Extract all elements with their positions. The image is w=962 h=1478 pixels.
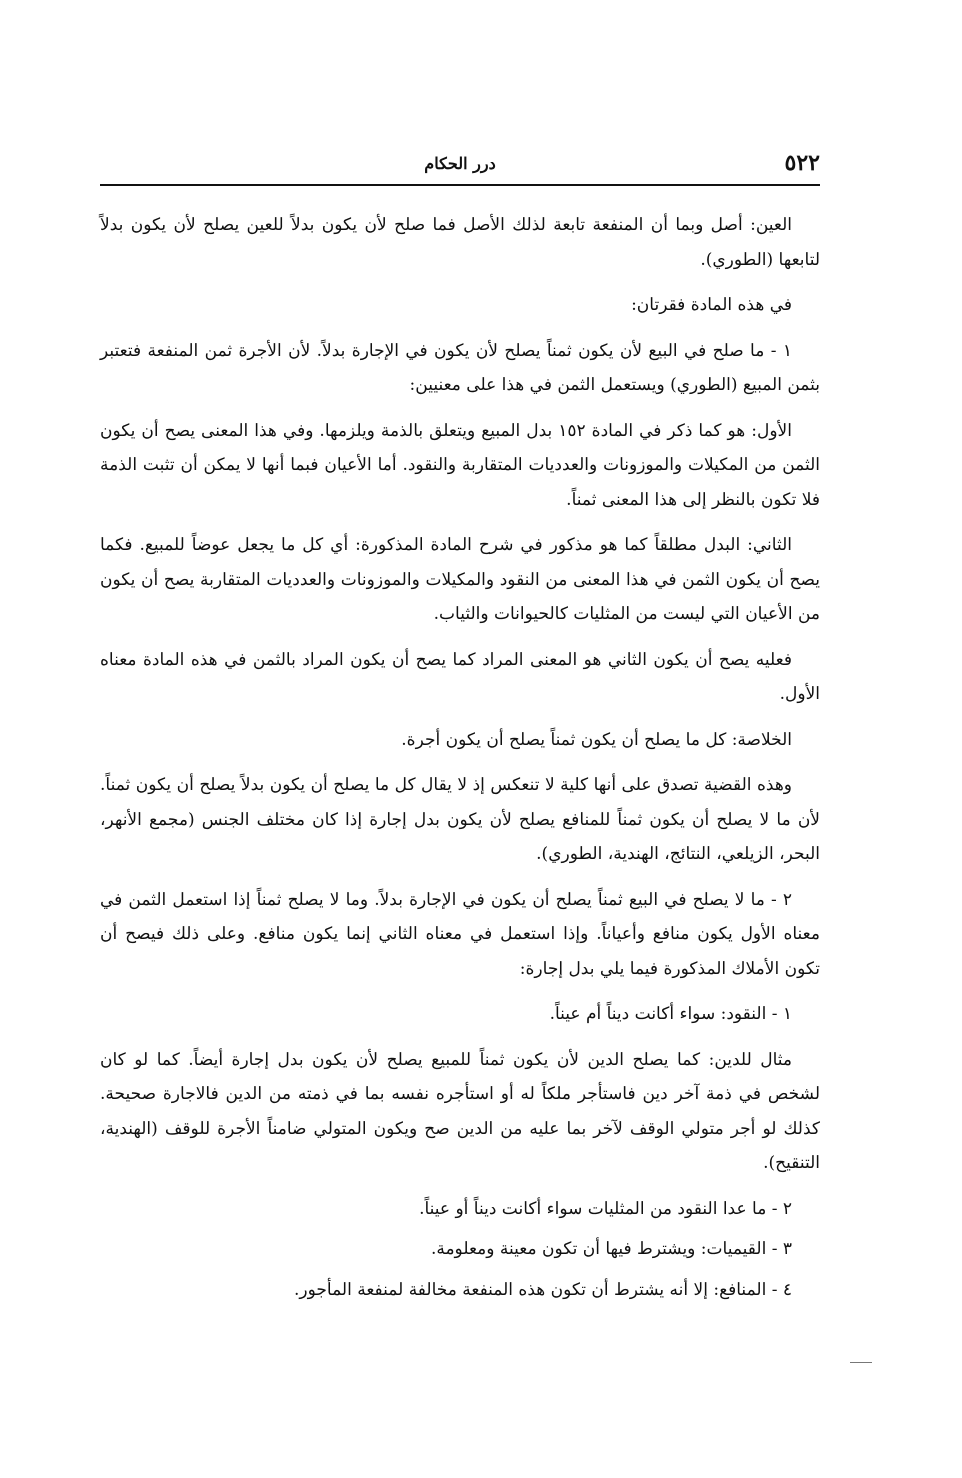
paragraph: العين: أصل وبما أن المنفعة تابعة لذلك الأصل فما صلح لأن يكون بدلاً للعين يصلح لأن يكون بدلاً لتابعها (الطوري).	[100, 215, 820, 270]
list-item: ١ - النقود: سواء أكانت ديناً أم عيناً.	[549, 1004, 792, 1024]
page-body	[100, 208, 820, 1307]
paragraph: الأول: هو كما ذكر في المادة ١٥٢ بدل المبيع ويتعلق بالذمة ويلزمها. وفي هذا المعنى يصح أن يكون الثمن من المكيلات والموزونات والعدديات المتقاربة والنقود. أما الأعيان فبما أنها لا يمكن أن تثبت الذمة فلا تكون بالنظر إلى هذا المعنى ثمناً.	[100, 420, 820, 510]
paragraph: في هذه المادة فقرتان:	[631, 295, 792, 315]
book-title: درر الحكام	[424, 154, 496, 173]
list-item: ٤ - المنافع: إلا أنه يشترط أن تكون هذه المنفعة مخالفة لمنفعة المأجور.	[294, 1279, 792, 1300]
list-item: ٢ - ما عدا النقود من المثليات سواء أكانت ديناً أو عيناً.	[419, 1198, 792, 1219]
paragraph: ٢ - ما لا يصلح في البيع ثمناً يصلح أن يكون في الإجارة بدلاً. وما لا يصلح ثمناً إذا استعمل الثمن في معناه الأول يكون منافع وأعياناً. وإذا استعمل في معناه الثاني إنما يكون منافع. وعلى ذلك فيصح أن تكون الأملاك المذكورة فيما يلي بدل إجارة:	[100, 889, 820, 979]
page-header	[100, 150, 820, 186]
book-page	[100, 150, 820, 1313]
margin-mark	[850, 1362, 872, 1363]
paragraph: مثال للدين: كما يصلح الدين لأن يكون ثمناً للمبيع يصلح لأن يكون بدل إجارة أيضاً. كما لو كان لشخص في ذمة آخر دين فاستأجر ملكاً له أو استأجره نفسه بما في ذمته من الدين فالاجارة صحيحة. كذلك لو أجر متولي الوقف لآخر بما عليه من الدين صح ويكون المتولي ضامناً الأجرة للوقف (الهندية، التنقيح).	[100, 1049, 820, 1173]
paragraph: ١ - ما صلح في البيع لأن يكون ثمناً يصلح لأن يكون في الإجارة بدلاً. لأن الأجرة ثمن المنفعة فتعتبر بثمن المبيع (الطوري) ويستعمل الثمن في هذا على معنيين:	[100, 340, 820, 395]
page-number: ٥٢٢	[784, 150, 820, 176]
list-item: ٣ - القيميات: ويشترط فيها أن تكون معينة ومعلومة.	[430, 1239, 792, 1259]
paragraph: وهذه القضية تصدق على أنها كلية لا تنعكس إذ لا يقال كل ما يصلح أن يكون بدلاً يصلح أن يكون ثمناً. لأن ما لا يصلح أن يكون ثمناً للمنافع يصلح لأن يكون بدل إجارة إذا كان مختلف الجنس (مجمع الأنهر، البحر، الزيلعي، النتائج، الهندية، الطوري).	[100, 775, 820, 864]
paragraph: فعليه يصح أن يكون الثاني هو المعنى المراد كما يصح أن يكون المراد بالثمن في هذه المادة معناه الأول.	[100, 649, 820, 704]
summary-paragraph: الخلاصة: كل ما يصلح أن يكون ثمناً يصلح أن يكون أجرة.	[401, 729, 792, 750]
paragraph: الثاني: البدل مطلقاً كما هو مذكور في شرح المادة المذكورة: أي كل ما يجعل عوضاً للمبيع. فكما يصح أن يكون الثمن في هذا المعنى من النقود والمكيلات والموزونات والعدديات المتقاربة يصح أن يكون من الأعيان التي ليست من المثليات كالحيوانات والثياب.	[100, 535, 820, 624]
